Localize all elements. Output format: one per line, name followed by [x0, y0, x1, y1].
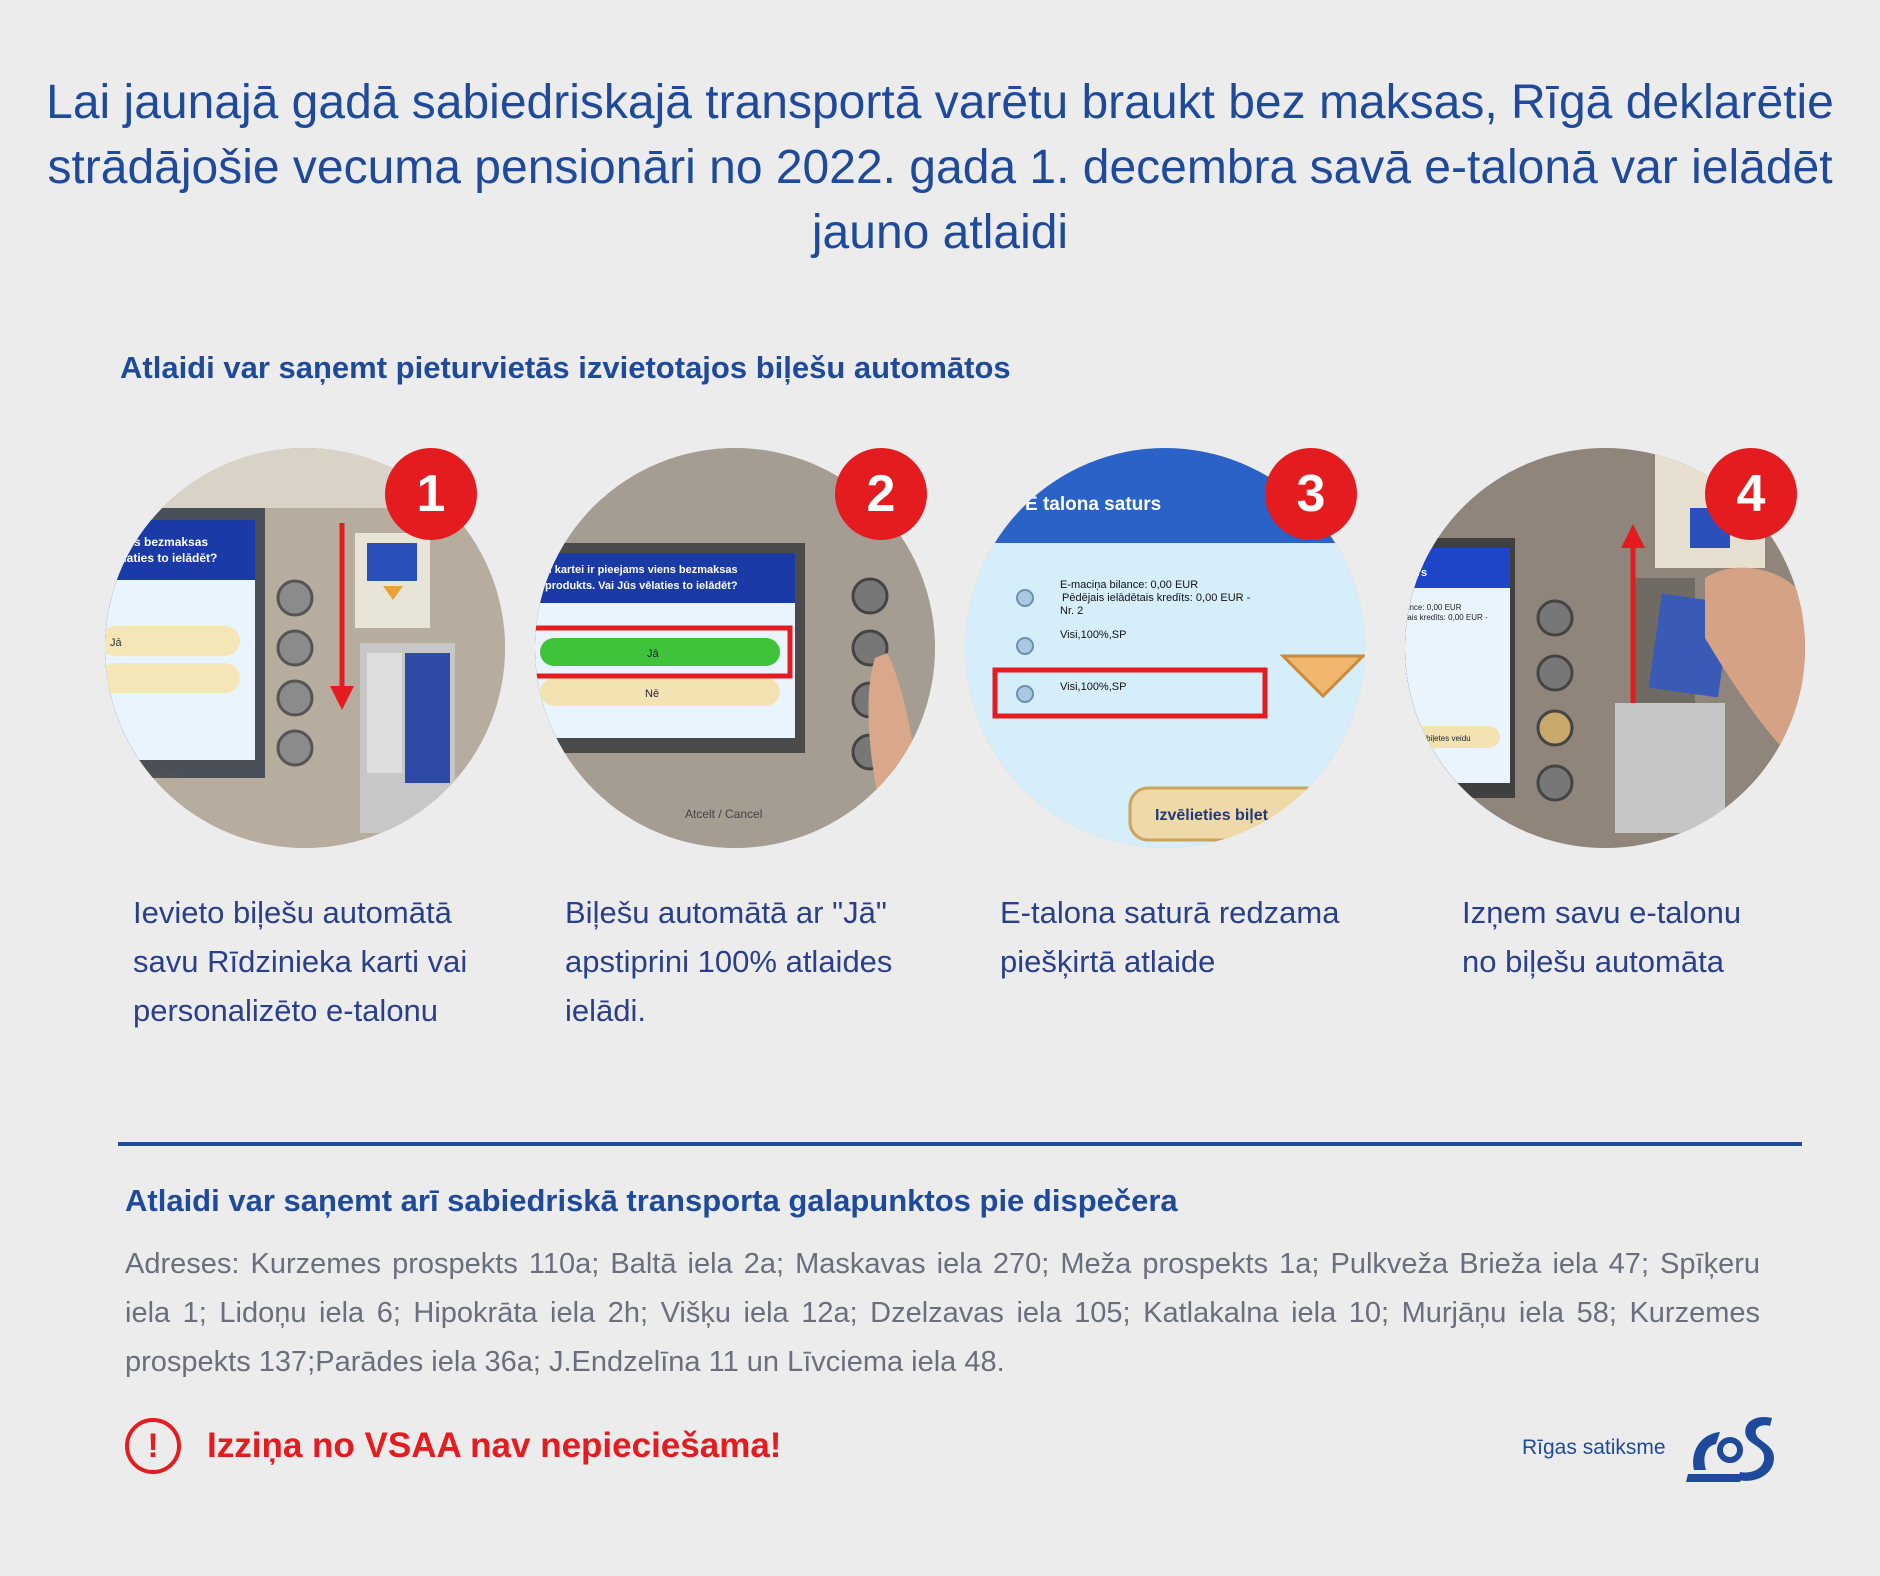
step-1-screen-line-2: vēlaties to ielādēt? [110, 551, 218, 565]
step-1-screen-line-1: viens bezmaksas [110, 535, 209, 549]
section-subtitle-machines: Atlaidi var saņemt pieturvietās izvietotajos biļešu automātos [120, 350, 1011, 385]
step-1-footer: / Cancel [135, 767, 180, 781]
step-2-footer: Atcelt / Cancel [685, 807, 763, 821]
step-3-balance-line: E-maciņa bilance: 0,00 EUR [1060, 579, 1199, 591]
step-4-screen-line-2: tais kredīts: 0,00 EUR - [1405, 613, 1488, 622]
step-4-screen-line-1: ance: 0,00 EUR [1405, 603, 1462, 612]
warning-text: Izziņa no VSAA nav nepieciešama! [207, 1426, 782, 1465]
step-2-screen-line-1: u kartei ir pieejams viens bezmaksas [545, 564, 738, 576]
step-4-badge: 4 [1705, 448, 1797, 540]
step-4-caption: Izņem savu e-talonu no biļešu automāta [1462, 895, 1742, 979]
step-2-badge: 2 [835, 448, 927, 540]
step-1 [105, 448, 515, 858]
step-3-choose-button: Izvēlieties biļet [1155, 807, 1268, 824]
rigas-satiksme-logo-icon [1686, 1412, 1776, 1484]
step-4 [1405, 448, 1815, 858]
step-3-screen-title: E talona saturs [1025, 494, 1162, 515]
step-3-badge: 3 [1265, 448, 1357, 540]
step-4-choose-button: eties biļetes veidu [1407, 734, 1471, 743]
page-title: Lai jaunajā gadā sabiedriskajā transportā varētu braukt bez maksas, Rīgā deklarētie strādājošie vecuma pensionāri no 2022. gada 1. decembra savā e-talonā var ielādēt jauno atlaidi [46, 76, 1834, 259]
step-2 [535, 448, 945, 858]
warning-notice [125, 1418, 781, 1474]
logo-text: Rīgas satiksme [1522, 1436, 1666, 1459]
step-4-screen-title: urs [1410, 567, 1428, 579]
step-2-screen-line-2: produkts. Vai Jūs vēlaties to ielādēt? [545, 580, 738, 592]
step-1-yes-option: Jā [110, 637, 122, 649]
step-1-caption: Ievieto biļešu automātā savu Rīdzinieka karti vai personalizēto e-talonu [133, 895, 468, 1028]
step-3-caption: E-talona saturā redzama piešķirtā atlaide [1000, 895, 1340, 979]
step-1-badge: 1 [385, 448, 477, 540]
step-3-item-2: Visi,100%,SP [1060, 681, 1127, 693]
address-list: Adreses: Kurzemes prospekts 110a; Baltā iela 2a; Maskavas iela 270; Meža prospekts 1a; Pulkveža Brieža iela 47; Spīķeru iela 1; Lidoņu iela 6; Hipokrāta iela 2h; Višķu iela 12a; Dzelzavas iela 105; Katlakalna iela 10; Murjāņu iela 58; Kurzemes prospekts 137;Parādes iela 36a; J.Endzelīna 11 un Līvciema iela 48. [125, 1248, 1760, 1378]
step-3-nr-line: Nr. 2 [1060, 605, 1084, 617]
section-divider [118, 1142, 1802, 1146]
step-2-no-option: Nē [645, 688, 660, 700]
step-4-footer: Cel [1445, 789, 1462, 801]
exclamation-icon: ! [125, 1418, 181, 1474]
step-3 [965, 448, 1375, 858]
step-3-item-1: Visi,100%,SP [1060, 629, 1127, 641]
section-title-dispatchers: Atlaidi var saņemt arī sabiedriskā transporta galapunktos pie dispečera [125, 1183, 1178, 1218]
step-2-yes-option: Jā [647, 648, 659, 660]
step-3-credit-line: Pēdējais ielādētais kredīts: 0,00 EUR - [1062, 592, 1251, 604]
step-2-caption: Biļešu automātā ar "Jā" apstiprini 100% atlaides ielādi. [565, 895, 893, 1028]
